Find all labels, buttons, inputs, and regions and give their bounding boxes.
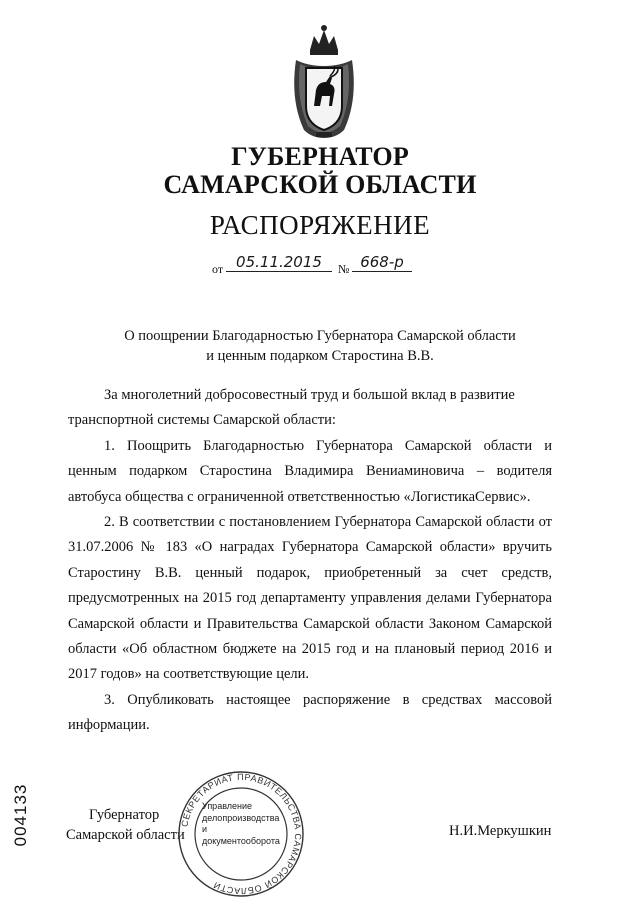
date-prefix: от — [212, 262, 224, 276]
stamp-line-1: Управление — [202, 801, 253, 811]
intro-paragraph: За многолетний добросовестный труд и большой вклад в развитие — [104, 387, 515, 403]
number-prefix: № — [338, 262, 350, 276]
item-2-paragraph: 2. В соответствии с постановлением Губернатора Самарской области от 31.07.2006 № 183 «О наградах Губернатора Самарской области» вручить Старостину В.В. ценный подарок, приобретенный за счет средств, предусмотренных на 2015 год департаменту управления делами Губернатора Самарской области и Правительства Самарской области Законом Самарской области «Об областном бюджете на 2015 год и на плановый период 2016 и 2017 годов» на соответствующие цели. — [68, 514, 552, 683]
stamp-inner-text — [202, 801, 282, 847]
intro-paragraph-continuation: транспортной системы Самарской области: — [68, 412, 336, 429]
document-type-title: РАСПОРЯЖЕНИЕ — [209, 210, 431, 240]
org-title-line-2: САМАРСКОЙ ОБЛАСТИ — [163, 170, 477, 199]
signatory-position — [66, 805, 185, 845]
signatory-name: Н.И.Меркушкин — [449, 823, 552, 839]
item-1-paragraph: 1. Поощрить Благодарностью Губернатора Самарской области и ценным подарком Старостина Владимира Вениаминовича – водителя автобуса общества с ограниченной ответственностью «ЛогистикаСервис». — [68, 437, 552, 505]
signatory-position-line-1: Губернатор — [89, 807, 160, 823]
stamp-line-2: делопроизводства — [202, 812, 280, 823]
coat-of-arms-emblem — [290, 20, 358, 140]
subject-line-2: и ценным подарком Старостина В.В. — [206, 348, 434, 364]
signatory-position-line-2: Самарской области — [66, 827, 185, 843]
org-title-line-1: ГУБЕРНАТОР — [231, 142, 409, 171]
stamp-line-3: и документооборота — [202, 824, 280, 846]
handwritten-number: 668-р — [352, 253, 412, 272]
document-body — [68, 383, 552, 739]
item-3-paragraph: 3. Опубликовать настоящее распоряжение в средствах массовой информации. — [68, 691, 552, 734]
subject-heading — [0, 326, 640, 366]
registration-number-text: 004133 — [11, 783, 30, 847]
subject-line-1: О поощрении Благодарностью Губернатора Самарской области — [124, 328, 516, 344]
handwritten-date: 05.11.2015 — [226, 253, 332, 272]
vertical-registration-number — [6, 770, 36, 860]
stamp-ring-text: СЕКРЕТАРИАТ ПРАВИТЕЛЬСТВА САМАРСКОЙ ОБЛАСТИ — [179, 771, 304, 897]
